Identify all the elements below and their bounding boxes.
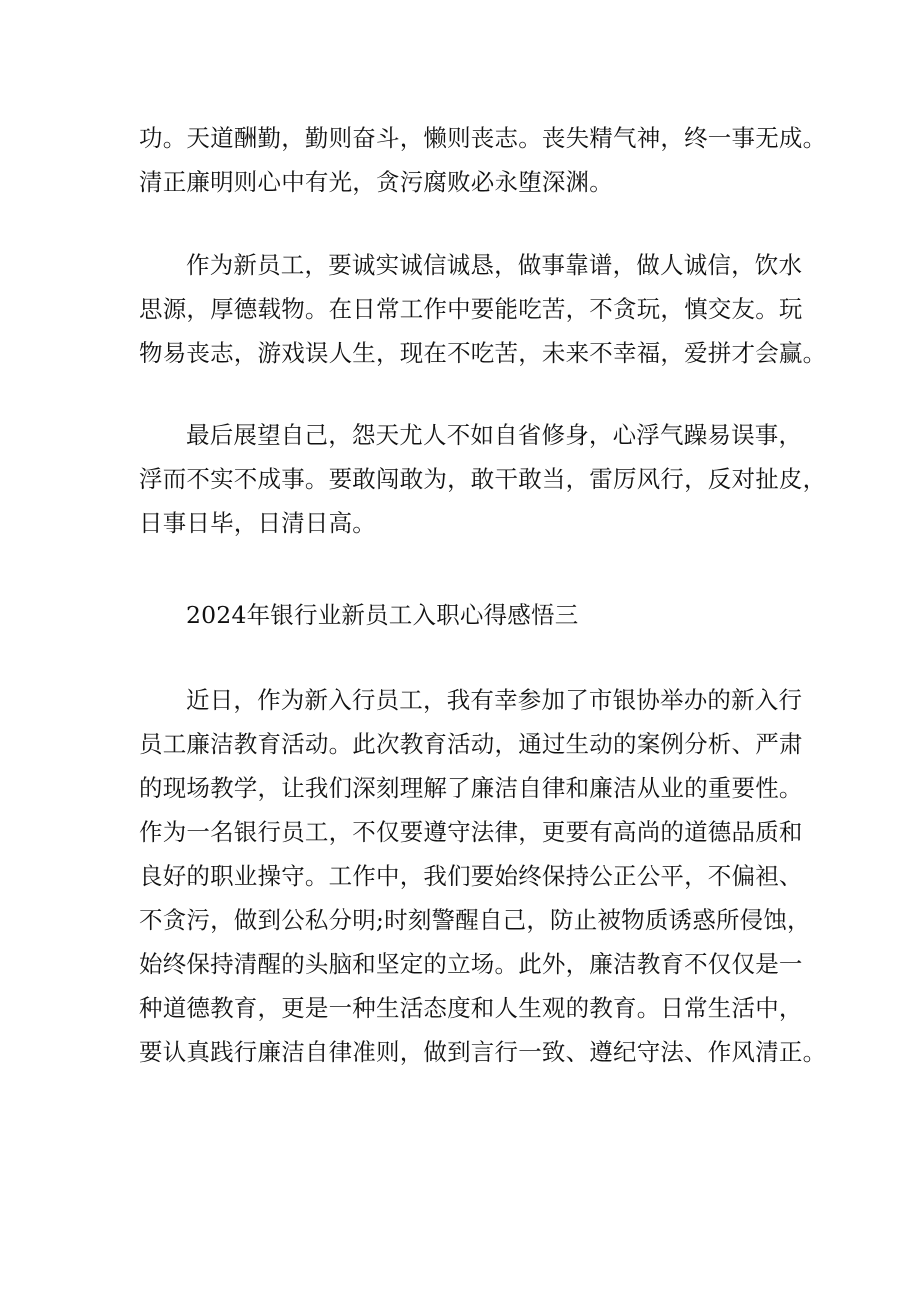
text-line: 物易丧志，游戏误人生，现在不吃苦，未来不幸福，爱拼才会赢。 xyxy=(139,339,827,367)
text-line: 日事日毕，日清日高。 xyxy=(139,509,376,537)
text-line: 作为新员工，要诚实诚信诚恳，做事靠谱，做人诚信，饮水 xyxy=(186,251,803,279)
text-line: 员工廉洁教育活动。此次教育活动，通过生动的案例分析、严肃 xyxy=(139,730,803,758)
text-line: 良好的职业操守。工作中，我们要始终保持公正公平，不偏袒、 xyxy=(139,862,803,890)
paragraph-integrity-education xyxy=(139,678,827,1074)
text-line: 近日，作为新入行员工，我有幸参加了市银协举办的新入行 xyxy=(186,686,803,714)
heading-text: 2024年银行业新员工入职心得感悟三 xyxy=(186,601,579,629)
paragraph-outlook xyxy=(139,413,827,545)
paragraph-new-employee xyxy=(139,243,827,375)
text-line: 始终保持清醒的头脑和坚定的立场。此外，廉洁教育不仅仅是一 xyxy=(139,950,803,978)
text-line: 种道德教育，更是一种生活态度和人生观的教育。日常生活中， xyxy=(139,994,803,1022)
text-line: 作为一名银行员工，不仅要遵守法律，更要有高尚的道德品质和 xyxy=(139,818,803,846)
text-line: 浮而不实不成事。要敢闯敢为，敢干敢当，雷厉风行，反对扯皮， xyxy=(139,465,827,493)
text-line: 不贪污，做到公私分明;时刻警醒自己，防止被物质诱惑所侵蚀， xyxy=(139,906,811,934)
section-heading xyxy=(139,593,799,637)
text-line: 思源，厚德载物。在日常工作中要能吃苦，不贪玩，慎交友。玩 xyxy=(139,295,803,323)
text-line: 功。天道酬勤，勤则奋斗，懒则丧志。丧失精气神，终一事无成。 xyxy=(139,124,827,152)
text-line: 清正廉明则心中有光，贪污腐败必永堕深渊。 xyxy=(139,168,613,196)
text-line: 的现场教学，让我们深刻理解了廉洁自律和廉洁从业的重要性。 xyxy=(139,774,803,802)
paragraph-continuation xyxy=(139,116,827,204)
text-line: 要认真践行廉洁自律准则，做到言行一致、遵纪守法、作风清正。 xyxy=(139,1038,827,1066)
text-line: 最后展望自己，怨天尤人不如自省修身，心浮气躁易误事， xyxy=(186,421,803,449)
